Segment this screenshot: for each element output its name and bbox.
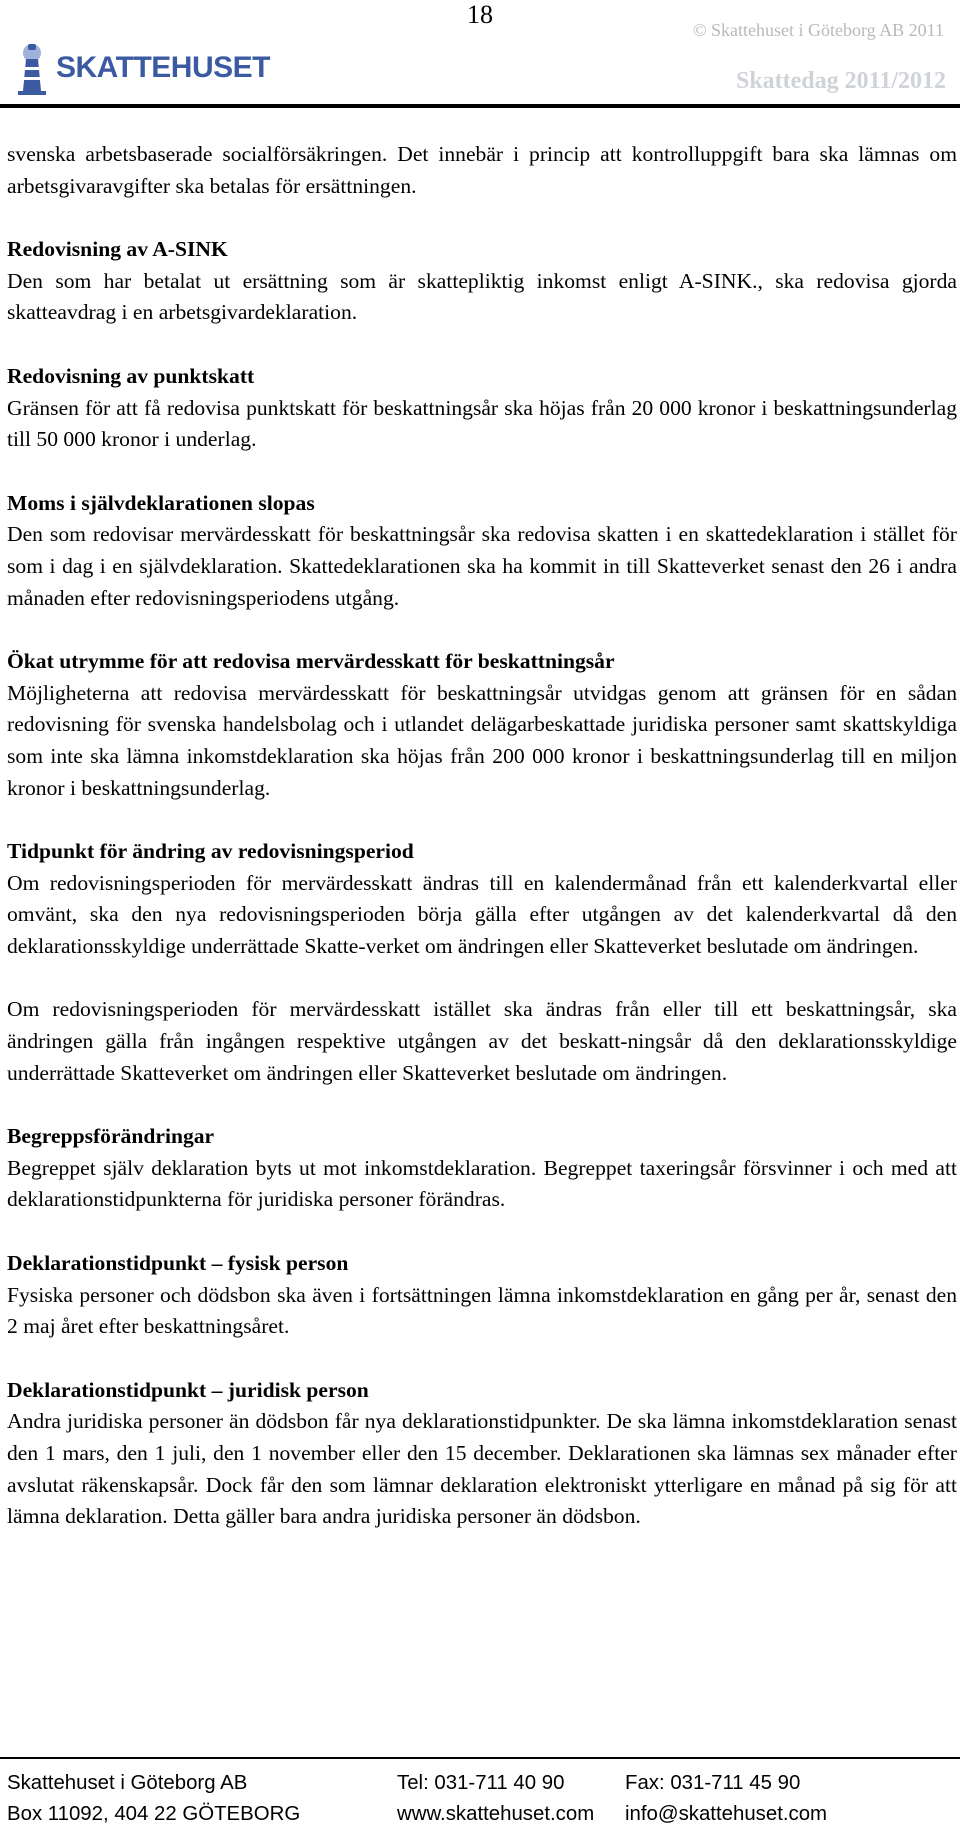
section bbox=[7, 646, 957, 804]
footer-fax: Fax: 031-711 45 90 bbox=[625, 1772, 801, 1794]
section bbox=[7, 234, 957, 329]
page-number: 18 bbox=[467, 0, 493, 29]
section bbox=[7, 1375, 957, 1533]
section-heading: Tidpunkt för ändring av redovisningsperiod bbox=[7, 839, 414, 864]
lighthouse-icon bbox=[14, 41, 50, 95]
sections-container bbox=[7, 234, 957, 1533]
section-paragraph: Den som redovisar mervärdesskatt för beskattningsår ska redovisa skatten i en skattedeklaration i stället för som i dag i en självdeklaration. Skattedeklarationen ska ha kommit in till Skatteverket senast den 26 i andra månaden efter redovisningsperiodens utgång. bbox=[7, 522, 957, 610]
section-body bbox=[7, 1280, 957, 1343]
section-body bbox=[7, 868, 957, 1090]
section bbox=[7, 1248, 957, 1343]
company-logo bbox=[14, 40, 270, 96]
logo-wordmark: SKATTEHUSET bbox=[56, 51, 270, 84]
footer-tel: Tel: 031-711 40 90 bbox=[397, 1772, 565, 1794]
section-body bbox=[7, 1153, 957, 1216]
section-paragraph: Om redovisningsperioden för mervärdesskatt istället ska ändras från eller till ett beskattningsår, ska ändringen gälla från ingången respektive utgången av det beskatt-ningsår då den deklarationsskyldige underrättade Skatteverket om ändringen eller Skatteverket beslutade om ändringen. bbox=[7, 997, 957, 1085]
section-body bbox=[7, 266, 957, 329]
section bbox=[7, 1121, 957, 1216]
section bbox=[7, 836, 957, 1089]
page-content bbox=[7, 139, 957, 1533]
footer-company: Skattehuset i Göteborg AB bbox=[7, 1772, 248, 1794]
footer-contact-column bbox=[397, 1768, 594, 1830]
footer-divider bbox=[0, 1757, 960, 1759]
section-body bbox=[7, 519, 957, 614]
section-heading: Begreppsförändringar bbox=[7, 1124, 215, 1149]
footer-website-link[interactable]: www.skattehuset.com bbox=[397, 1803, 595, 1825]
section-paragraph: Om redovisningsperioden för mervärdesskatt ändras till en kalendermånad från ett kalenderkvartal eller omvänt, ska den nya redovisningsperioden börja gälla efter utgången av det kalenderkvartal då den deklarationsskyldige underrättade Skatte-verket om ändringen eller Skatteverket beslutade om ändringen. bbox=[7, 870, 957, 958]
document-subtitle: Skattedag 2011/2012 bbox=[735, 68, 946, 94]
section-heading: Ökat utrymme för att redovisa mervärdesskatt för beskattningsår bbox=[7, 649, 615, 674]
section-paragraph: Fysiska personer och dödsbon ska även i fortsättningen lämna inkomstdeklaration en gång per år, senast den 2 maj året efter beskattningsåret. bbox=[7, 1282, 957, 1339]
section-heading: Moms i självdeklarationen slopas bbox=[7, 490, 315, 515]
copyright-notice: © Skattehuset i Göteborg AB 2011 bbox=[692, 20, 944, 40]
footer-fax-column bbox=[625, 1768, 827, 1830]
section-body bbox=[7, 678, 957, 804]
section-heading: Deklarationstidpunkt – juridisk person bbox=[7, 1377, 369, 1402]
header-divider bbox=[0, 104, 960, 108]
section-body bbox=[7, 393, 957, 456]
section-heading: Deklarationstidpunkt – fysisk person bbox=[7, 1251, 349, 1276]
intro-paragraph: svenska arbetsbaserade socialförsäkringen. Det innebär i princip att kontrolluppgift bara ska lämnas om arbetsgivaravgifter ska betalas för ersättningen. bbox=[7, 142, 957, 198]
section-paragraph: Begreppet själv deklaration byts ut mot inkomstdeklaration. Begreppet taxeringsår försvinner i och med att deklarationstidpunkterna för juridiska personer förändras. bbox=[7, 1155, 957, 1212]
section-paragraph: Andra juridiska personer än dödsbon får nya deklarationstidpunkter. De ska lämna inkomstdeklaration senast den 1 mars, den 1 juli, den 1 november eller den 15 december. Deklarationen ska lämnas sex månader efter avslutat räkenskapsår. Dock får den som lämnar deklaration elektroniskt ytterligare en månad på sig för att lämna deklaration. Detta gäller bara andra juridiska personer än dödsbon. bbox=[7, 1409, 957, 1529]
section bbox=[7, 488, 957, 614]
section-heading: Redovisning av punktskatt bbox=[7, 363, 255, 388]
footer-company-column bbox=[7, 1768, 300, 1830]
section bbox=[7, 361, 957, 456]
section-paragraph: Gränsen för att få redovisa punktskatt för beskattningsår ska höjas från 20 000 kronor i beskattningsunderlag till 50 000 kronor i underlag. bbox=[7, 395, 957, 452]
footer-email-link[interactable]: info@skattehuset.com bbox=[625, 1803, 828, 1825]
section-paragraph: Den som har betalat ut ersättning som är skattepliktig inkomst enligt A-SINK., ska redovisa gjorda skatteavdrag i en arbetsgivardeklaration. bbox=[7, 268, 957, 325]
footer-address: Box 11092, 404 22 GÖTEBORG bbox=[7, 1803, 301, 1825]
section-body bbox=[7, 1406, 957, 1532]
section-paragraph: Möjligheterna att redovisa mervärdesskatt för beskattningsår utvidgas genom att gränsen för en sådan redovisning för svenska handelsbolag och i utlandet delägarbeskattade juridiska personer samt skattskyldiga som inte ska lämna inkomstdeklaration ska höjas från 200 000 kronor i beskattningsunderlag till en miljon kronor i beskattningsunderlag. bbox=[7, 680, 957, 800]
section-heading: Redovisning av A-SINK bbox=[7, 237, 228, 262]
